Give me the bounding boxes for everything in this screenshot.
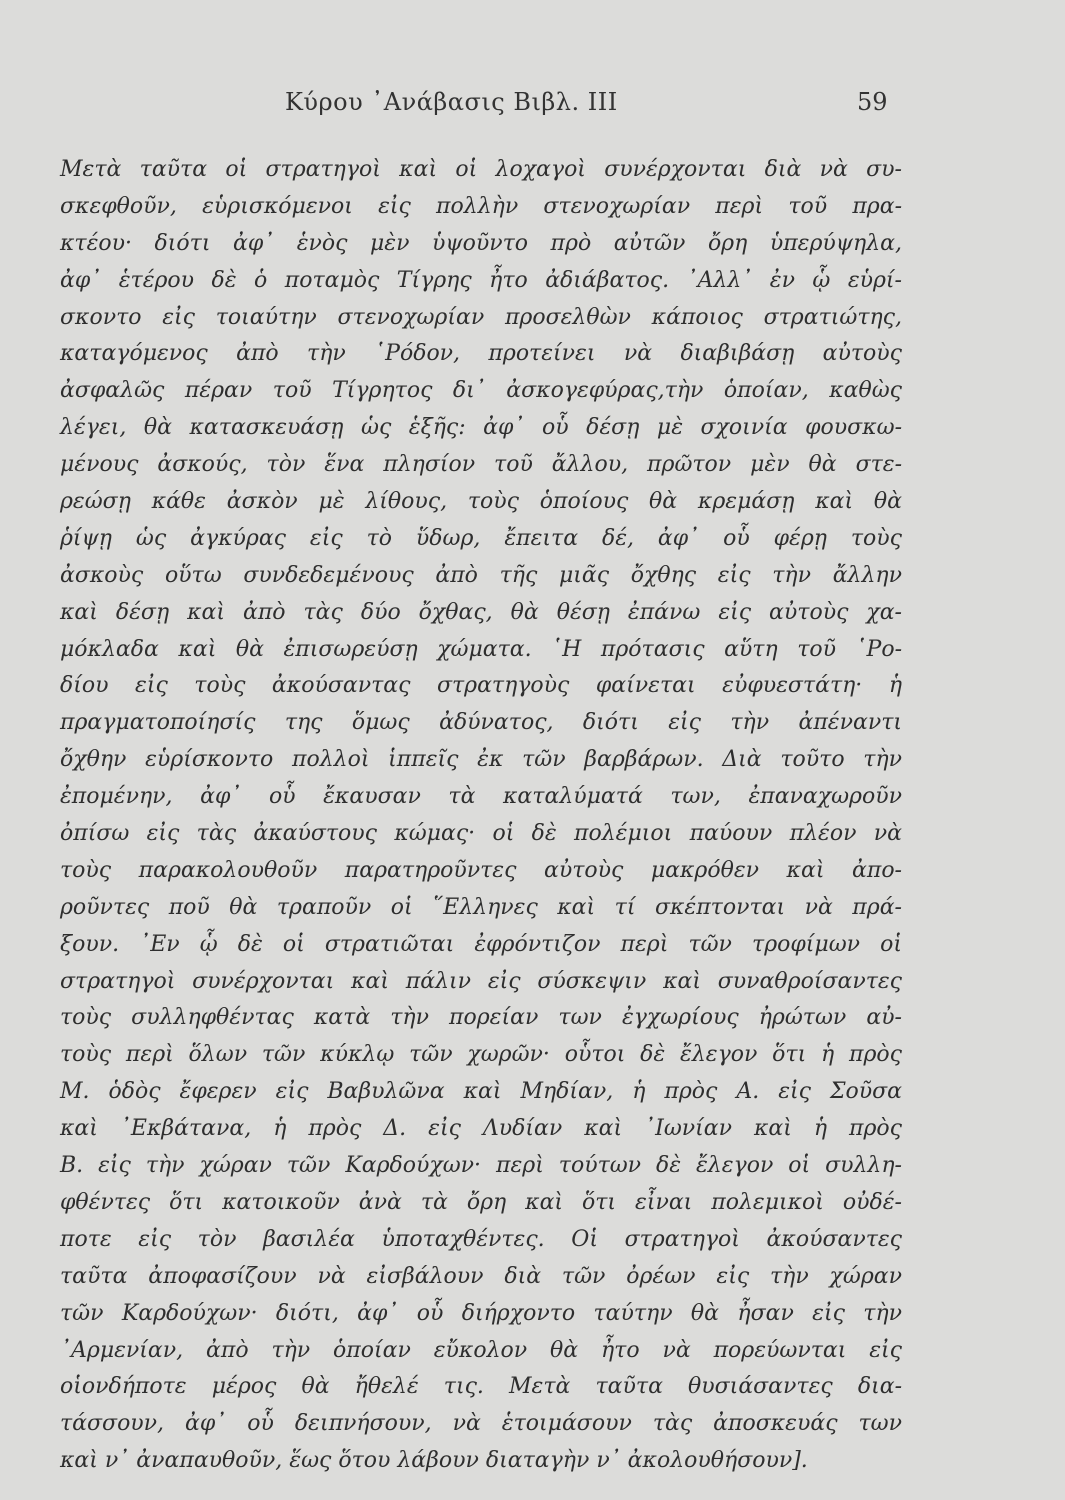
text-line: ᾿Αρμενίαν, ἀπὸ τὴν ὁποίαν εὔκολον θὰ ἦτο νὰ πορεύωνται εἰς [60,1337,902,1363]
text-line: τοὺς παρακολουθοῦν παρατηροῦντες αὐτοὺς μακρόθεν καὶ ἀπο- [60,857,902,883]
text-line: οἱονδήποτε μέρος θὰ ἤθελέ τις. Μετὰ ταῦτα θυσιάσαντες δια- [60,1374,902,1400]
body-text [60,152,902,1480]
text-line: ὄχθην εὑρίσκοντο πολλοὶ ἱππεῖς ἐκ τῶν βαρβάρων. Διὰ τοῦτο τὴν [60,747,902,773]
text-line: ἀσκοὺς οὕτω συνδεδεμένους ἀπὸ τῆς μιᾶς ὄχθης εἰς τὴν ἄλλην [60,562,902,588]
text-line: πραγματοποίησίς της ὅμως ἀδύνατος, διότι εἰς τὴν ἀπέναντι [60,710,902,736]
page-header [0,88,1065,118]
text-line: μένους ἀσκούς, τὸν ἕνα πλησίον τοῦ ἄλλου, πρῶτον μὲν θὰ στε- [60,452,902,478]
text-line: τῶν Καρδούχων· διότι, ἀφ᾿ οὗ διήρχοντο ταύτην θὰ ἦσαν εἰς τὴν [60,1300,902,1326]
text-line: τοὺς περὶ ὅλων τῶν κύκλῳ τῶν χωρῶν· οὗτοι δὲ ἔλεγον ὅτι ἡ πρὸς [60,1042,902,1068]
text-line: ἐπομένην, ἀφ᾿ οὗ ἔκαυσαν τὰ καταλύματά των, ἐπαναχωροῦν [60,784,902,810]
text-line: καὶ ᾿Εκβάτανα, ἡ πρὸς Δ. εἰς Λυδίαν καὶ ᾿Ιωνίαν καὶ ἡ πρὸς [60,1116,902,1142]
text-line: μόκλαδα καὶ θὰ ἐπισωρεύσῃ χώματα. ῾Η πρότασις αὕτη τοῦ ῾Ρο- [60,636,902,662]
text-line: φθέντες ὅτι κατοικοῦν ἀνὰ τὰ ὄρη καὶ ὅτι εἶναι πολεμικοὶ οὐδέ- [60,1189,902,1215]
text-line: ποτε εἰς τὸν βασιλέα ὑποταχθέντες. Οἱ στρατηγοὶ ἀκούσαντες [60,1226,902,1252]
text-line: Β. εἰς τὴν χώραν τῶν Καρδούχων· περὶ τούτων δὲ ἔλεγον οἱ συλλη- [60,1153,902,1179]
text-line: τάσσουν, ἀφ᾿ οὗ δειπνήσουν, νὰ ἑτοιμάσουν τὰς ἀποσκευάς των [60,1411,902,1437]
text-line: σκεφθοῦν, εὑρισκόμενοι εἰς πολλὴν στενοχωρίαν περὶ τοῦ πρα- [60,193,902,219]
text-line: καταγόμενος ἀπὸ τὴν ῾Ρόδον, προτείνει νὰ διαβιβάσῃ αὐτοὺς [60,341,902,367]
text-line: Μ. ὁδὸς ἔφερεν εἰς Βαβυλῶνα καὶ Μηδίαν, ἡ πρὸς Α. εἰς Σοῦσα [60,1079,902,1105]
text-line: ρεώσῃ κάθε ἀσκὸν μὲ λίθους, τοὺς ὁποίους θὰ κρεμάσῃ καὶ θὰ [60,489,902,515]
text-line: στρατηγοὶ συνέρχονται καὶ πάλιν εἰς σύσκεψιν καὶ συναθροίσαντες [60,968,902,994]
text-line: Μετὰ ταῦτα οἱ στρατηγοὶ καὶ οἱ λοχαγοὶ συνέρχονται διὰ νὰ συ- [60,157,902,182]
text-line: ροῦντες ποῦ θὰ τραποῦν οἱ ῞Ελληνες καὶ τί σκέπτονται νὰ πρά- [60,894,902,920]
text-line: ῥίψῃ ὡς ἀγκύρας εἰς τὸ ὕδωρ, ἔπειτα δέ, ἀφ᾿ οὗ φέρῃ τοὺς [60,525,902,551]
text-line: κτέου· διότι ἀφ᾿ ἑνὸς μὲν ὑψοῦντο πρὸ αὐτῶν ὄρη ὑπερύψηλα, [60,230,902,256]
text-line: ἀσφαλῶς πέραν τοῦ Τίγρητος δι᾿ ἀσκογεφύρας,τὴν ὁποίαν, καθὼς [60,378,902,404]
text-line: καὶ ν᾿ ἀναπαυθοῦν, ἕως ὅτου λάβουν διαταγὴν ν᾿ ἀκολουθήσουν]. [60,1448,808,1474]
text-line: ταῦτα ἀποφασίζουν νὰ εἰσβάλουν διὰ τῶν ὀρέων εἰς τὴν χώραν [60,1263,902,1289]
text-line: ὀπίσω εἰς τὰς ἀκαύστους κώμας· οἱ δὲ πολέμιοι παύουν πλέον νὰ [60,821,902,847]
text-line: τοὺς συλληφθέντας κατὰ τὴν πορείαν των ἐγχωρίους ἠρώτων αὐ- [60,1005,902,1031]
text-line: ἀφ᾿ ἑτέρου δὲ ὁ ποταμὸς Τίγρης ἦτο ἀδιάβατος. ᾿Αλλ᾿ ἐν ᾧ εὑρί- [60,267,902,293]
text-line: ξουν. ᾿Εν ᾧ δὲ οἱ στρατιῶται ἐφρόντιζον περὶ τῶν τροφίμων οἱ [60,931,902,957]
page-number: 59 [857,88,888,116]
text-line: σκοντο εἰς τοιαύτην στενοχωρίαν προσελθὼν κάποιος στρατιώτης, [60,304,902,330]
text-line: λέγει, θὰ κατασκευάσῃ ὡς ἑξῆς: ἀφ᾿ οὗ δέσῃ μὲ σχοινία φουσκω- [60,415,902,441]
running-head: Κύρου ᾿Ανάβασις Βιβλ. ΙΙΙ [285,88,618,116]
text-line: δίου εἰς τοὺς ἀκούσαντας στρατηγοὺς φαίνεται εὐφυεστάτη· ἡ [60,673,902,699]
text-line: καὶ δέσῃ καὶ ἀπὸ τὰς δύο ὄχθας, θὰ θέσῃ ἐπάνω εἰς αὐτοὺς χα- [60,599,902,625]
